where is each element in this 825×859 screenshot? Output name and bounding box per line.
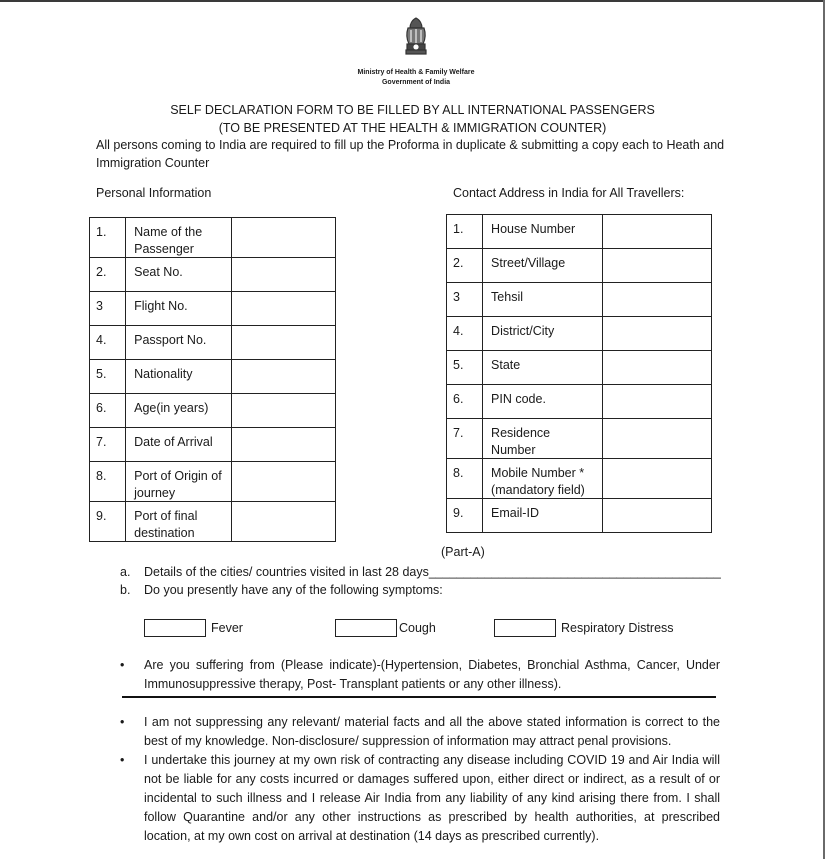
respiratory-distress-checkbox[interactable] [494,619,556,637]
field-label: Flight No. [126,292,232,326]
table-row [447,283,712,317]
symptom-label: Cough [399,621,436,635]
row-number: 2. [90,258,126,292]
table-row [447,249,712,283]
table-row [90,258,336,292]
field-label: House Number [483,215,603,249]
pin-code-input[interactable] [603,385,712,419]
question-label: a. [120,565,131,579]
row-number: 6. [447,385,483,419]
table-row [90,428,336,462]
ministry-name: Ministry of Health & Family Welfare [357,69,475,76]
street-village-input[interactable] [603,249,712,283]
personal-info-heading: Personal Information [96,186,212,200]
question-a [120,565,721,579]
bullet-icon: • [120,658,125,672]
row-number: 2. [447,249,483,283]
cities-visited-question[interactable]: Details of the cities/ countries visited in last 28 days__________________________________________ [144,565,721,579]
field-label: Mobile Number * (mandatory field) [483,459,603,499]
symptom-label: Respiratory Distress [561,621,674,635]
table-row [447,419,712,459]
row-number: 3 [447,283,483,317]
field-label: PIN code. [483,385,603,419]
top-border [0,0,825,2]
government-name: Government of India [381,79,451,86]
row-number: 9. [90,502,126,542]
row-number: 7. [90,428,126,462]
residence-number-input[interactable] [603,419,712,459]
question-label: b. [120,583,131,597]
part-a-heading: (Part-A) [441,545,485,559]
field-label: Email-ID [483,499,603,533]
state-input[interactable] [603,351,712,385]
question-b [120,583,443,597]
illness-question: Are you suffering from (Please indicate)-(Hypertension, Diabetes, Bronchial Asthma, Cancer, Under Immunosuppressive therapy, Post- Transplant patients or any other illness). [144,658,720,691]
row-number: 7. [447,419,483,459]
tehsil-input[interactable] [603,283,712,317]
date-of-arrival-input[interactable] [231,428,335,462]
row-number: 5. [447,351,483,385]
row-number: 1. [90,218,126,258]
cough-checkbox[interactable] [335,619,397,637]
table-row [90,218,336,258]
row-number: 3 [90,292,126,326]
table-row [90,502,336,542]
flight-no-input[interactable] [231,292,335,326]
form-title: SELF DECLARATION FORM TO BE FILLED BY ALL INTERNATIONAL PASSENGERS [170,103,655,117]
personal-info-table [89,217,336,542]
row-number: 8. [90,462,126,502]
field-label: Port of Origin of journey [126,462,232,502]
contact-address-heading: Contact Address in India for All Travellers: [453,186,685,200]
national-emblem-icon [400,16,432,64]
row-number: 1. [447,215,483,249]
field-label: State [483,351,603,385]
table-row [447,351,712,385]
form-subtitle: (TO BE PRESENTED AT THE HEALTH & IMMIGRATION COUNTER) [218,121,607,135]
passenger-name-input[interactable] [231,218,335,258]
row-number: 4. [90,326,126,360]
port-of-destination-input[interactable] [231,502,335,542]
age-input[interactable] [231,394,335,428]
row-number: 9. [447,499,483,533]
row-number: 5. [90,360,126,394]
table-row [447,499,712,533]
row-number: 4. [447,317,483,351]
field-label: Age(in years) [126,394,232,428]
illness-question-item [120,656,720,696]
table-row [90,326,336,360]
table-row [90,360,336,394]
table-row [90,462,336,502]
declaration-text: I am not suppressing any relevant/ material facts and all the above stated information is correct to the best of my knowledge. Non-disclosure/ suppression of information may attract penal provisions. [144,715,720,748]
fever-checkbox[interactable] [144,619,206,637]
field-label: Name of the Passenger [126,218,232,258]
email-id-input[interactable] [603,499,712,533]
field-label: District/City [483,317,603,351]
field-label: Nationality [126,360,232,394]
mobile-number-input[interactable] [603,459,712,499]
passport-no-input[interactable] [231,326,335,360]
field-label: Seat No. [126,258,232,292]
field-label: Date of Arrival [126,428,232,462]
nationality-input[interactable] [231,360,335,394]
house-number-input[interactable] [603,215,712,249]
field-label: Residence Number [483,419,603,459]
answer-line[interactable] [122,696,716,698]
declaration-text: I undertake this journey at my own risk of contracting any disease including COVID 19 and Air India will not be liable for any costs incurred or damages suffered upon, either direct or indirect, as a result of or incidental to such illness and I release Air India from any liability of any kind arising there from. I shall follow Quarantine and/or any other instructions as prescribed by health authorities, at prescribed location, at my own cost on arrival at destination (14 days as prescribed currently). [144,753,720,843]
ministry-caption [300,68,532,88]
seat-no-input[interactable] [231,258,335,292]
table-row [447,317,712,351]
row-number: 6. [90,394,126,428]
row-number: 8. [447,459,483,499]
contact-address-table [446,214,712,533]
table-row [447,385,712,419]
declaration-item-2 [120,751,720,851]
bullet-icon: • [120,715,125,729]
table-row [447,459,712,499]
field-label: Port of final destination [126,502,232,542]
symptoms-question: Do you presently have any of the following symptoms: [144,583,443,597]
field-label: Passport No. [126,326,232,360]
table-row [90,292,336,326]
intro-paragraph: All persons coming to India are required to fill up the Proforma in duplicate & submitting a copy each to Heath and Immigration Counter [96,138,725,170]
table-row [90,394,336,428]
field-label: Street/Village [483,249,603,283]
symptom-label: Fever [211,621,243,635]
bullet-icon: • [120,753,125,767]
district-city-input[interactable] [603,317,712,351]
table-row [447,215,712,249]
field-label: Tehsil [483,283,603,317]
port-of-origin-input[interactable] [231,462,335,502]
declaration-item-1 [120,713,720,753]
